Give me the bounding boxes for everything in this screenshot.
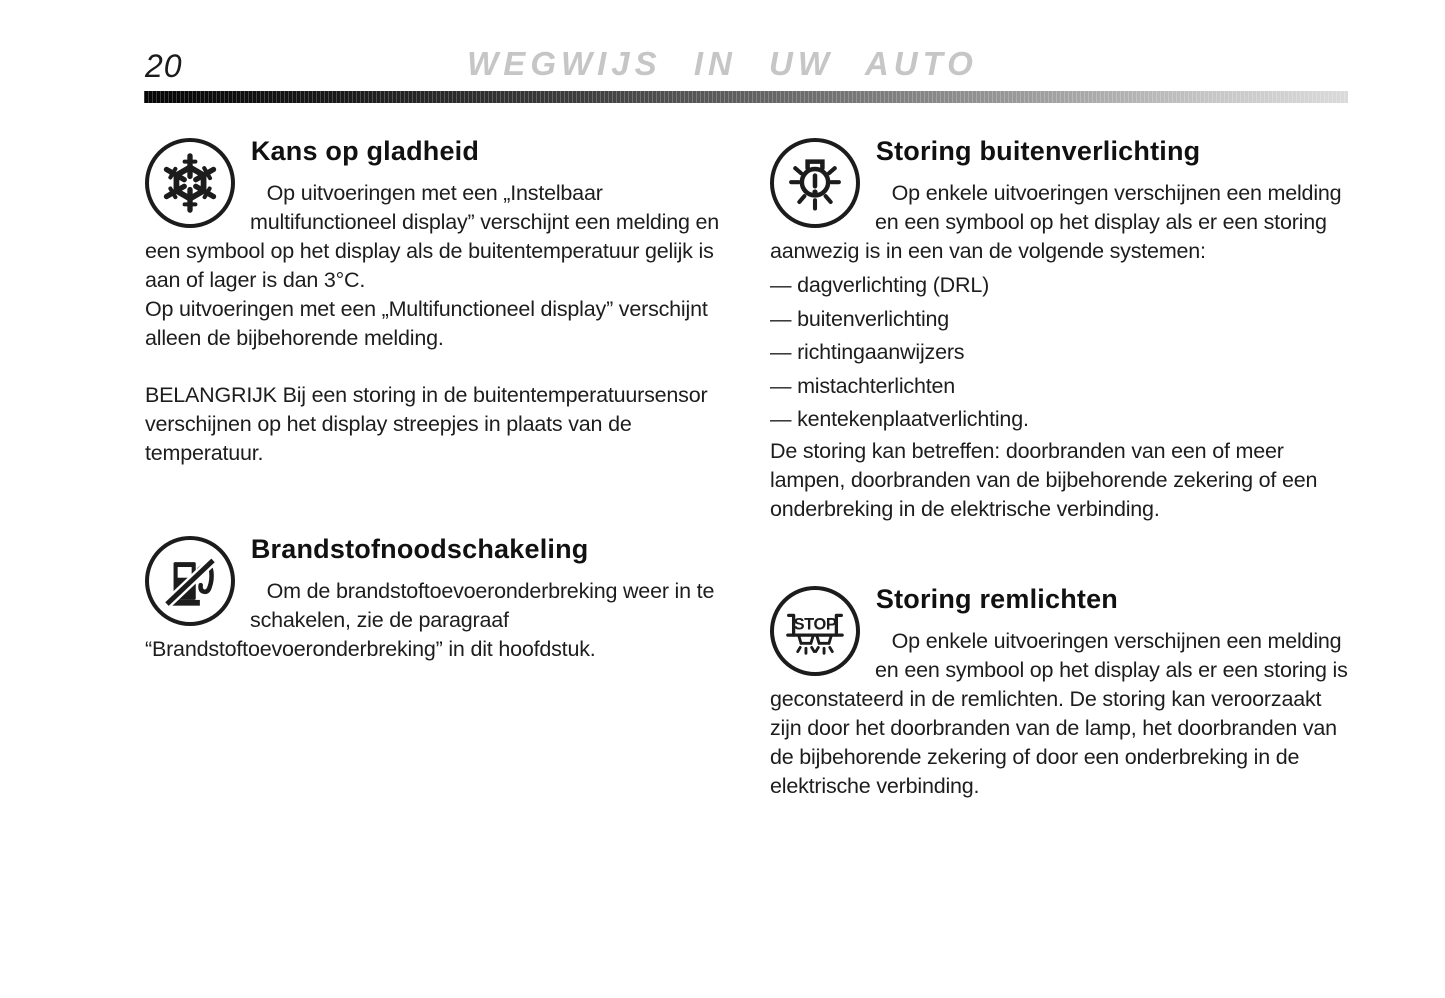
failure-systems-list [770, 269, 1349, 437]
left-column [145, 136, 724, 801]
body-paragraph: Om de brandstoftoevoeronderbreking weer in te schakelen, zie de paragraaf “Brandstoftoevoeronderbreking” in dit hoofdstuk. [145, 579, 715, 661]
list-item: — mistachterlichten [770, 373, 955, 398]
page-header [0, 0, 1445, 103]
brake-light-warning-icon [770, 586, 860, 676]
body-paragraph: De storing kan betreffen: doorbranden van een of meer lampen, doorbranden van de bijbehorende zekering of een onderbreking in de elektrische verbinding. [770, 438, 1318, 521]
page-title: WEGWIJS IN UW AUTO [467, 45, 978, 82]
right-column [770, 136, 1349, 801]
body-paragraph: Op enkele uitvoeringen verschijnen een melding en een symbool op het display als er een storing is geconstateerd in de remlichten. De storing kan veroorzaakt zijn door het doorbranden van de lamp, het doorbranden van de bijbehorende zekering of door een onderbreking in de elektrische verbinding. [770, 628, 1348, 798]
header-rule [144, 91, 1348, 103]
page-number: 20 [145, 48, 183, 84]
list-item: — buitenverlichting [770, 306, 950, 331]
section-storing-buitenverlichting [770, 136, 1349, 524]
content-columns [0, 136, 1445, 801]
section-title: Brandstofnoodschakeling [250, 534, 589, 564]
fuel-cutoff-icon [145, 536, 235, 626]
stop-label: STOP [793, 614, 837, 633]
section-kans-op-gladheid [145, 136, 724, 468]
exterior-light-warning-icon [770, 138, 860, 228]
snowflake-icon [145, 138, 235, 228]
body-paragraph: Op uitvoeringen met een „Multifunctioneel display” verschijnt alleen de bijbehorende melding. [145, 297, 708, 350]
list-item: — richtingaanwijzers [770, 340, 965, 364]
important-paragraph: BELANGRIJK Bij een storing in de buitentemperatuursensor verschijnen op het display streepjes in plaats van de temperatuur. [145, 383, 708, 465]
section-title: Kans op gladheid [250, 136, 480, 166]
section-title: Storing remlichten [875, 583, 1118, 614]
section-storing-remlichten [770, 584, 1349, 801]
body-paragraph: Op uitvoeringen met een „Instelbaar multifunctioneel display” verschijnt een melding en een symbool op het display als de buitentemperatuur gelijk is aan of lager is dan 3°C. [145, 181, 720, 292]
body-paragraph: Op enkele uitvoeringen verschijnen een melding en een symbool op het display als er een storing aanwezig is in een van de volgende systemen: [770, 181, 1342, 263]
section-title: Storing buitenverlichting [875, 136, 1201, 166]
list-item: — dagverlichting (DRL) [770, 273, 990, 297]
section-brandstofnoodschakeling [145, 534, 724, 664]
list-item: — kentekenplaatverlichting. [770, 407, 1029, 431]
